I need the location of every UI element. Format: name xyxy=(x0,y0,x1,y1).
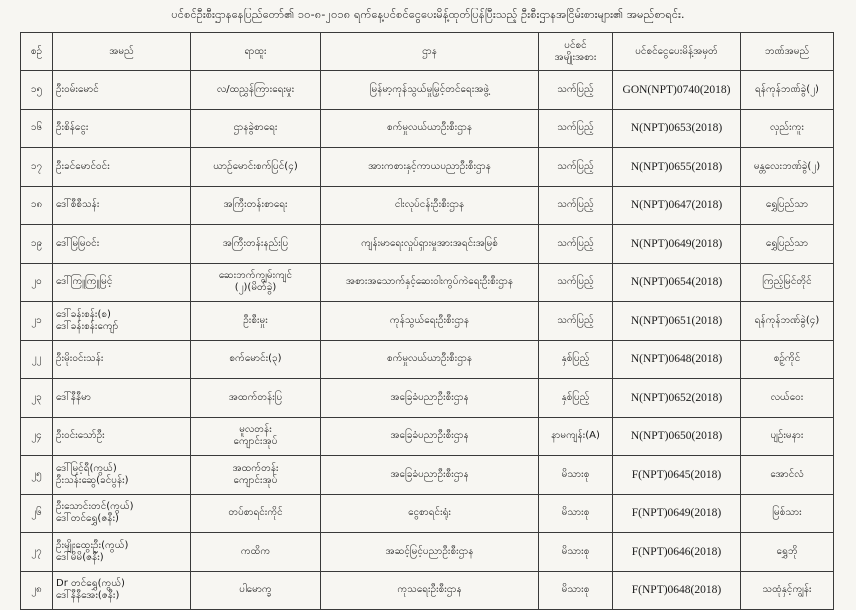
cell-name xyxy=(53,494,191,533)
cell-name-line: ဒေါ်ခန်းစန်း(စ) xyxy=(56,308,111,320)
cell-position-line: အထက်တန်း xyxy=(232,462,279,474)
cell-department: စက်မှုလယ်ယာဦးစီးဌာန xyxy=(321,340,539,379)
cell-department: အခြေခံပညာဦးစီးဌာန xyxy=(321,417,539,456)
cell-position-line: ဌာနခွဲစာရေး xyxy=(233,122,278,134)
table-row xyxy=(21,456,834,495)
cell-name xyxy=(53,186,191,225)
cell-name xyxy=(53,71,191,110)
cell-name xyxy=(53,263,191,302)
cell-position-line: (၂)(မိတ်ခွဲ) xyxy=(234,282,277,294)
cell-name-line: ဒေါ်ကြူကြူမြင့် xyxy=(56,276,113,288)
cell-bank: လှည်းကူး xyxy=(741,109,834,148)
cell-position xyxy=(191,456,321,495)
table-header-row xyxy=(21,33,834,71)
pension-table xyxy=(20,32,834,610)
cell-department: ငွေစာရင်းရုံး xyxy=(321,494,539,533)
cell-no: ၂၆ xyxy=(21,494,53,533)
cell-name-line: ဒေါ်ခန်းစန်းကျော် xyxy=(56,320,119,332)
table-row xyxy=(21,148,834,187)
cell-position-line: မူလတန်း xyxy=(239,424,272,436)
cell-certificate: GON(NPT)0740(2018) xyxy=(613,71,741,110)
cell-position-line: ယာဉ်မောင်းစက်ပြင်(၄) xyxy=(213,160,298,172)
cell-no: ၁၈ xyxy=(21,186,53,225)
cell-name xyxy=(53,225,191,264)
header-name: အမည် xyxy=(53,33,191,71)
cell-no: ၂၅ xyxy=(21,456,53,495)
cell-certificate: N(NPT)0651(2018) xyxy=(613,302,741,341)
cell-position xyxy=(191,340,321,379)
cell-name-line: ဦးဝမ်းမောင် xyxy=(56,83,99,95)
table-row xyxy=(21,186,834,225)
cell-name-line: ဒေါ်မိမိ(ဇနီး) xyxy=(56,551,104,563)
cell-name xyxy=(53,533,191,572)
cell-no: ၂၇ xyxy=(21,533,53,572)
cell-bank: ရွှေဘို xyxy=(741,533,834,572)
cell-certificate: N(NPT)0649(2018) xyxy=(613,225,741,264)
cell-position-line: တပ်စာရင်းကိုင် xyxy=(228,507,283,519)
cell-certificate: N(NPT)0650(2018) xyxy=(613,417,741,456)
cell-name-line: ဒေါ်နီနီမာ xyxy=(56,391,91,403)
cell-department: ကုန်သွယ်ရေးဦးစီးဌာန xyxy=(321,302,539,341)
cell-no: ၂၁ xyxy=(21,302,53,341)
cell-pension-type: သက်ပြည့် xyxy=(539,263,613,302)
cell-pension-type: သက်ပြည့် xyxy=(539,225,613,264)
cell-bank: ရန်ကုန်ဘဏ်ခွဲ(၂) xyxy=(741,71,834,110)
cell-name xyxy=(53,571,191,610)
cell-position-line: ကျောင်းအုပ် xyxy=(233,474,278,486)
cell-no: ၂၂ xyxy=(21,340,53,379)
cell-name-line: ဒေါ်မြင့်ရီ(ကွယ်) xyxy=(56,462,117,474)
cell-position xyxy=(191,533,321,572)
cell-position xyxy=(191,109,321,148)
cell-position xyxy=(191,71,321,110)
cell-pension-type: သက်ပြည့် xyxy=(539,186,613,225)
cell-position-line: လ/ထညွှန်ကြားရေးမှုး xyxy=(216,83,295,95)
cell-name xyxy=(53,340,191,379)
table-row xyxy=(21,263,834,302)
cell-pension-type: မိသားစု xyxy=(539,456,613,495)
cell-pension-type: မိသားစု xyxy=(539,571,613,610)
cell-pension-type: သက်ပြည့် xyxy=(539,302,613,341)
table-row xyxy=(21,379,834,418)
cell-bank: စဥ့်ကိုင် xyxy=(741,340,834,379)
table-row xyxy=(21,71,834,110)
header-position: ရာထူး xyxy=(191,33,321,71)
cell-pension-type: သက်ပြည့် xyxy=(539,109,613,148)
cell-name-line: ဦးသန်းဆွေ(ခင်ပွန်း) xyxy=(56,474,129,486)
cell-bank: လယ်ဝေး xyxy=(741,379,834,418)
table-row xyxy=(21,417,834,456)
header-pension-type-line1: ပင်စင် xyxy=(564,39,587,51)
cell-bank: အောင်လံ xyxy=(741,456,834,495)
cell-position xyxy=(191,302,321,341)
cell-certificate: N(NPT)0654(2018) xyxy=(613,263,741,302)
table-row xyxy=(21,571,834,610)
table-row xyxy=(21,109,834,148)
cell-pension-type: နှစ်ပြည့် xyxy=(539,379,613,418)
cell-name-line: ဦးဝင်းသော်ဦး xyxy=(56,430,105,442)
table-row xyxy=(21,302,834,341)
cell-name-line: Dr တင်ရွှေ(ကွယ်) xyxy=(56,578,125,590)
cell-position-line: ပါမောက္ခ xyxy=(239,584,272,596)
cell-name-line: ဒေါ်နီနီအေး(ဇနီး) xyxy=(56,590,120,602)
header-certificate: ပင်စင်ငွေပေးမိန့်အမှတ် xyxy=(613,33,741,71)
cell-certificate: F(NPT)0646(2018) xyxy=(613,533,741,572)
cell-name xyxy=(53,417,191,456)
cell-certificate: N(NPT)0655(2018) xyxy=(613,148,741,187)
cell-department: ကုသရေးဦးစီးဌာန xyxy=(321,571,539,610)
cell-name-line: ဒေါ်စီစီသန်း xyxy=(56,199,100,211)
cell-department: အားကစားနှင့်ကာယပညာဦးစီးဌာန xyxy=(321,148,539,187)
cell-certificate: N(NPT)0652(2018) xyxy=(613,379,741,418)
cell-bank: ရွှေပြည်သာ xyxy=(741,186,834,225)
header-pension-type-line2: အမျိုးအစား xyxy=(554,51,597,63)
cell-bank: ရွှေပြည်သာ xyxy=(741,225,834,264)
cell-position xyxy=(191,186,321,225)
cell-department: အစားအသောက်နှင့်ဆေးဝါးကွပ်ကဲရေးဦးစီးဌာန xyxy=(321,263,539,302)
cell-no: ၁၆ xyxy=(21,109,53,148)
cell-department: မြန်မာ့ကုန်သွယ်မှုမြှင့်တင်ရေးအဖွဲ့ xyxy=(321,71,539,110)
cell-bank: ပျဉ်းမနား xyxy=(741,417,834,456)
cell-name xyxy=(53,302,191,341)
cell-no: ၂၃ xyxy=(21,379,53,418)
cell-position-line: ဆေးဘက်ကျွမ်းကျင် xyxy=(218,270,293,282)
cell-certificate: N(NPT)0653(2018) xyxy=(613,109,741,148)
cell-department: ကျန်းမာရေးလှုပ်ရှားမှုအားအရင်းအမြစ် xyxy=(321,225,539,264)
header-bank: ဘဏ်အမည် xyxy=(741,33,834,71)
cell-name-line: ဒေါ်မြမြဝင်း xyxy=(56,237,100,249)
cell-bank: ရန်ကုန်ဘဏ်ခွဲ(၄) xyxy=(741,302,834,341)
cell-pension-type: သက်ပြည့် xyxy=(539,148,613,187)
table-row xyxy=(21,225,834,264)
cell-name xyxy=(53,456,191,495)
document-title: ပင်စင်ဦးစီးဌာနနေပြည်တော်၏ ၁၀-၈-၂၀၁၈ ရက်နေ့ပင်စင်ငွေပေးမိန့်ထုတ်ပြန်ပြီးသည့် ဦးစီးဌာနအငြိမ်းစားများ၏ အမည်စာရင်း. xyxy=(171,8,685,21)
cell-name-line: ဦးခင်မောင်ဝင်း xyxy=(56,160,110,172)
cell-certificate: F(NPT)0648(2018) xyxy=(613,571,741,610)
cell-name-line: ဦးသောင်းတင်(ကွယ်) xyxy=(56,501,134,513)
cell-name xyxy=(53,379,191,418)
cell-pension-type: မိသားစု xyxy=(539,494,613,533)
cell-no: ၂၄ xyxy=(21,417,53,456)
cell-position xyxy=(191,494,321,533)
cell-position-line: အထက်တန်းပြ xyxy=(228,391,283,403)
cell-no: ၁၅ xyxy=(21,71,53,110)
cell-department: စက်မှုလယ်ယာဦးစီးဌာန xyxy=(321,109,539,148)
table-row xyxy=(21,494,834,533)
cell-bank: သထုံနှင့်ကျွန်း xyxy=(741,571,834,610)
cell-department: အဆင့်မြင့်ပညာဦးစီးဌာန xyxy=(321,533,539,572)
cell-department: အခြေခံပညာဦးစီးဌာန xyxy=(321,379,539,418)
cell-pension-type: မိသားစု xyxy=(539,533,613,572)
cell-pension-type: နာမကျန်း(A) xyxy=(539,417,613,456)
cell-pension-type: သက်ပြည့် xyxy=(539,71,613,110)
cell-certificate: F(NPT)0649(2018) xyxy=(613,494,741,533)
cell-no: ၂၈ xyxy=(21,571,53,610)
cell-name-line: ဦးမျိုးထွေးဦး(ကွယ်) xyxy=(56,539,129,551)
cell-no: ၁၉ xyxy=(21,225,53,264)
cell-no: ၂၀ xyxy=(21,263,53,302)
cell-name-line: ဦးစိန်ငွေး xyxy=(56,122,89,134)
cell-bank: မြစ်သား xyxy=(741,494,834,533)
cell-certificate: N(NPT)0647(2018) xyxy=(613,186,741,225)
cell-name xyxy=(53,109,191,148)
cell-position-line: အကြီးတန်းစာရေး xyxy=(223,199,288,211)
cell-position xyxy=(191,417,321,456)
cell-certificate: F(NPT)0645(2018) xyxy=(613,456,741,495)
cell-department: ငါးလုပ်ငန်းဦးစီးဌာန xyxy=(321,186,539,225)
table-row xyxy=(21,533,834,572)
cell-position-line: စက်မောင်း(၃) xyxy=(229,353,282,365)
cell-bank: မန္တလေးဘဏ်ခွဲ(၂) xyxy=(741,148,834,187)
cell-position-line: ကျောင်းအုပ် xyxy=(233,436,278,448)
table-row xyxy=(21,340,834,379)
cell-department: အခြေခံပညာဦးစီးဌာန xyxy=(321,456,539,495)
cell-certificate: N(NPT)0648(2018) xyxy=(613,340,741,379)
header-pension-type xyxy=(539,33,613,71)
header-no: စဉ် xyxy=(21,33,53,71)
cell-name-line: ဒေါ်တင်ရွှေ(ဇနီး) xyxy=(56,513,119,525)
cell-position-line: ကထိက xyxy=(240,545,271,557)
cell-position xyxy=(191,225,321,264)
header-department: ဌာန xyxy=(321,33,539,71)
cell-name xyxy=(53,148,191,187)
cell-position xyxy=(191,571,321,610)
cell-position xyxy=(191,263,321,302)
cell-position-line: ဦးစီးမှုး xyxy=(243,314,268,326)
cell-no: ၁၇ xyxy=(21,148,53,187)
cell-bank: ကြည့်မြင်တိုင် xyxy=(741,263,834,302)
cell-position xyxy=(191,379,321,418)
cell-pension-type: နှစ်ပြည့် xyxy=(539,340,613,379)
cell-position-line: အကြီးတန်းနည်းပြ xyxy=(222,237,289,249)
cell-position xyxy=(191,148,321,187)
cell-name-line: ဦးမိုးဝင်းသန်း xyxy=(56,353,104,365)
